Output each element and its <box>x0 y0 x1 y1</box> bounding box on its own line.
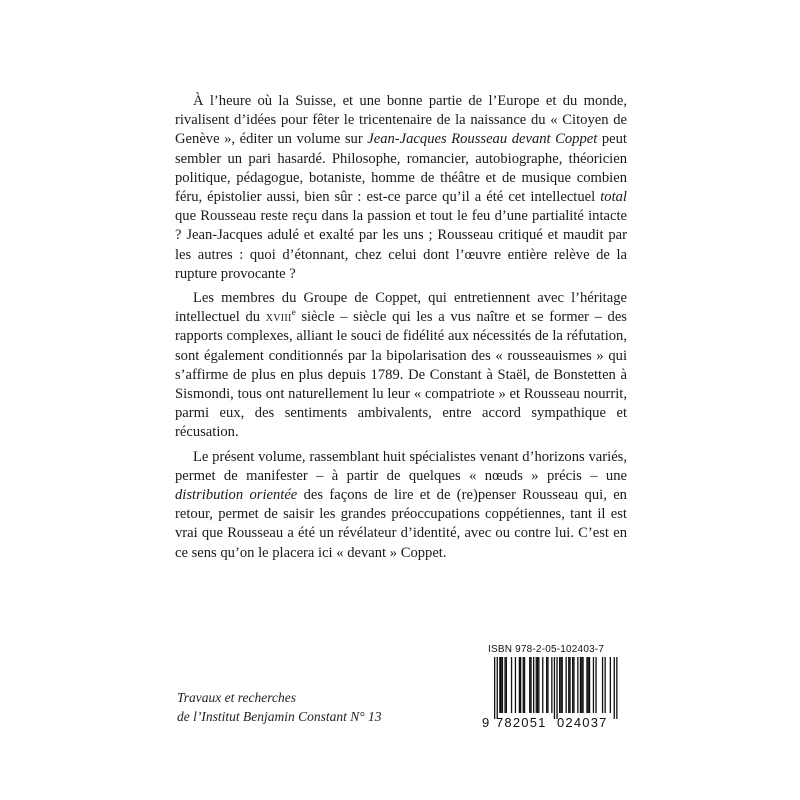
barcode-bar <box>542 657 543 713</box>
text-segment: Les membres du Groupe de Coppet, qui entretiennent avec l’héritage intellectuel du <box>175 290 627 326</box>
barcode-bar <box>560 657 561 713</box>
barcode-bar <box>502 657 503 713</box>
barcode-bar <box>580 657 581 713</box>
barcode-bar <box>529 657 530 713</box>
text-segment: À l’heure où la Suisse, et une bonne partie de l’Europe et du monde, rivalisent d’idées pour fêter le tricentenaire de la naissance du « Citoyen de Genève », éditer un volume sur <box>175 93 627 148</box>
barcode-bar <box>605 657 606 713</box>
barcode-bar <box>614 657 615 719</box>
barcode-bar <box>504 657 505 713</box>
barcode-bar <box>520 657 521 713</box>
text-segment: Jean-Jacques Rousseau devant Coppet <box>367 131 598 148</box>
barcode-bar <box>568 657 569 713</box>
barcode-bar <box>551 657 552 713</box>
barcode-bar <box>547 657 548 713</box>
series-note <box>177 688 382 726</box>
barcode-bar <box>566 657 567 713</box>
text-segment: total <box>600 189 627 206</box>
barcode-bar <box>499 657 500 713</box>
text-segment: des façons de lire et de (re)penser Rousseau qui, en retour, permet de saisir les grandes préoccupations coppétiennes, tant il est vrai que Rousseau a été un révélateur d’identité, avec ou contre lui. C’est en ce sens qu’on le placera ici « devant » Coppet. <box>175 487 627 561</box>
text-segment: distribution orientée <box>175 487 298 504</box>
barcode-bar <box>559 657 560 713</box>
barcode-bar <box>533 657 534 713</box>
barcode-bar <box>511 657 512 713</box>
text-segment: Le présent volume, rassemblant huit spécialistes venant d’horizons variés, permet de manifester – à partir de quelques « nœuds » précis – une <box>175 448 627 484</box>
barcode-bar <box>588 657 589 713</box>
paragraph <box>175 448 627 563</box>
paragraph <box>175 92 627 284</box>
text-segment: que Rousseau reste reçu dans la passion et tout le feu d’une partialité intacte ? Jean-Jacques adulé et exalté par les uns ; Rousseau critiqué et maudit par les autres : quoi d’étonnant, chez celui dont l’œuvre entière relève de la rupture provocante ? <box>175 208 627 282</box>
barcode-bar <box>501 657 502 713</box>
barcode-bar <box>616 657 617 719</box>
barcode-bar <box>562 657 563 713</box>
barcode-bar <box>589 657 590 713</box>
barcode-bar <box>524 657 525 713</box>
barcode-bar <box>494 657 495 719</box>
barcode-bar <box>554 657 555 719</box>
series-line-2: de l’Institut Benjamin Constant N° 13 <box>177 709 382 724</box>
barcode-bar <box>538 657 539 713</box>
barcode-bar <box>572 657 573 713</box>
text-segment: xviii <box>265 309 292 326</box>
back-cover-text <box>175 92 627 568</box>
barcode-bar <box>602 657 603 713</box>
barcode-bar <box>586 657 587 713</box>
barcode-bar <box>523 657 524 713</box>
barcode-digit-group-1: 782051 <box>496 715 547 730</box>
barcode-bar <box>610 657 611 713</box>
barcode-bar <box>595 657 596 713</box>
series-line-1: Travaux et recherches <box>177 690 296 705</box>
barcode-digit-lead: 9 <box>482 715 490 730</box>
text-segment: siècle – siècle qui les a vus naître et se former – des rapports complexes, alliant le souci de fidélité aux nécessités de la réfutation, sont également conditionnés par la bipolarisation des « rousseauismes » qui s’affirme de plus en plus depuis 1789. De Constant à Staël, de Bonstetten à Sismondi, tous ont naturellement lu leur « compatriote » et Rousseau nourrit, parmi eux, des sentiments ambivalents, entre accord sympathique et récusation. <box>175 309 627 441</box>
barcode-bar <box>506 657 507 713</box>
barcode-digit-group-2: 024037 <box>557 715 608 730</box>
barcode-bar <box>569 657 570 713</box>
barcode-bar <box>530 657 531 713</box>
barcode-bar <box>497 657 498 719</box>
barcode-bar <box>556 657 557 719</box>
barcode-bar <box>593 657 594 713</box>
barcode-bar <box>573 657 574 713</box>
barcode-bar <box>519 657 520 713</box>
barcode-bar <box>581 657 582 713</box>
barcode-bar <box>577 657 578 713</box>
isbn-barcode <box>482 644 624 744</box>
barcode-bar <box>515 657 516 713</box>
barcode-bar <box>536 657 537 713</box>
barcode-bar <box>582 657 583 713</box>
paragraph <box>175 289 627 443</box>
text-segment: e <box>291 307 296 318</box>
barcode-bars <box>482 657 624 719</box>
text-segment: peut sembler un pari hasardé. Philosophe, romancier, autobiographe, théoricien politique, pédagogue, botaniste, homme de théâtre et de musique combien féru, épistolier aussi, bien sûr : est-ce parce qu’il a été cet intellectuel <box>175 131 627 206</box>
isbn-label: ISBN 978-2-05-102403-7 <box>488 644 605 655</box>
barcode-bar <box>537 657 538 713</box>
barcode-bar <box>546 657 547 713</box>
